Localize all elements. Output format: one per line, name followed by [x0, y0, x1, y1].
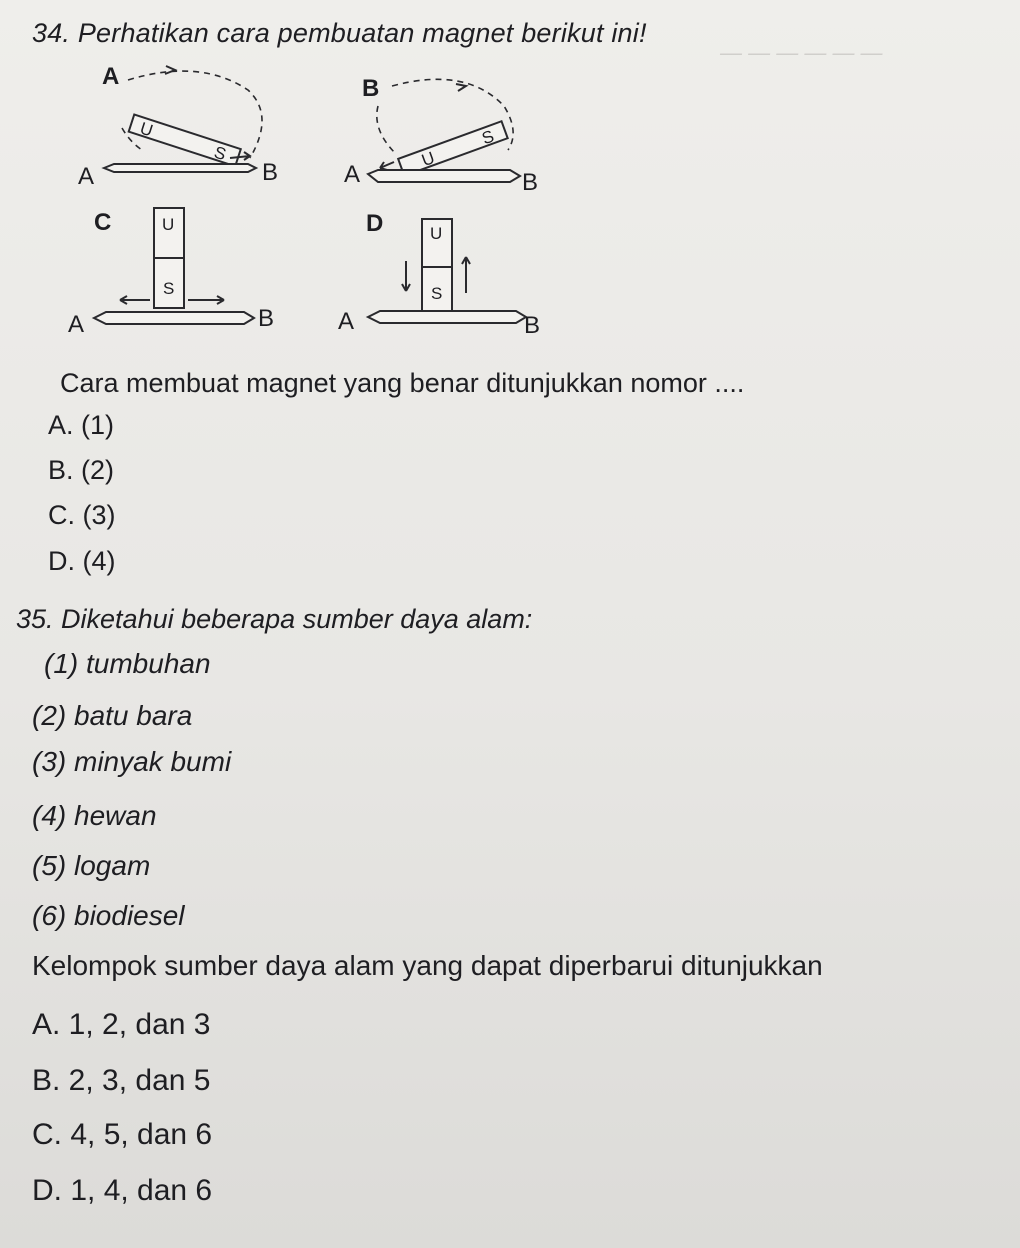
question-34-title: 34. Perhatikan cara pembuatan magnet berikut ini! [32, 18, 647, 48]
figure-b-north: U [419, 148, 438, 171]
figure-c-left-end: A [68, 311, 85, 338]
figure-a-arrow [165, 66, 175, 74]
figure-d-arrow-down [402, 261, 410, 291]
figure-d-north: U [430, 224, 443, 243]
figure-b-letter: B [362, 75, 380, 102]
bleed-through: — — — — — — [720, 40, 883, 65]
figure-b-right-end: B [522, 169, 539, 196]
figure-c [64, 200, 294, 340]
figure-c-right-end: B [258, 305, 275, 332]
figure-a-letter: A [102, 63, 120, 90]
q35-item-4: (4) hewan [32, 800, 157, 831]
q35-item-2: (2) batu bara [32, 700, 193, 731]
q35-option-d[interactable]: D. 1, 4, dan 6 [32, 1174, 213, 1207]
figure-d-letter: D [366, 210, 384, 237]
figure-d-left-end: A [338, 308, 355, 335]
figure-b-arrow [456, 84, 466, 91]
figure-c-south: S [163, 279, 175, 298]
figure-b [336, 70, 566, 200]
q34-option-c[interactable]: C. (3) [48, 500, 116, 530]
q34-option-d[interactable]: D. (4) [48, 546, 116, 576]
figure-b-bar [368, 170, 520, 182]
figure-a-bar [104, 164, 256, 172]
question-35-title: 35. Diketahui beberapa sumber daya alam: [16, 604, 533, 634]
q35-item-3: (3) minyak bumi [32, 746, 232, 777]
figure-a-right-end: B [262, 159, 279, 186]
q35-item-5: (5) logam [32, 850, 151, 881]
figure-a-south: S [211, 142, 229, 165]
q34-option-b[interactable]: B. (2) [48, 455, 115, 485]
figure-d [336, 205, 566, 340]
figure-d-bar [368, 311, 526, 323]
figure-a-left-end: A [78, 163, 95, 190]
figure-d-arrow-up [462, 257, 470, 293]
figure-a [70, 60, 300, 200]
q35-option-b[interactable]: B. 2, 3, dan 5 [32, 1064, 211, 1097]
figure-b-south: S [479, 126, 497, 149]
figure-c-north: U [162, 215, 175, 234]
figure-d-south: S [431, 284, 443, 303]
q35-option-a[interactable]: A. 1, 2, dan 3 [32, 1008, 211, 1041]
figure-b-path-left [377, 106, 396, 154]
figure-c-arrow-right [188, 296, 224, 304]
q35-option-c[interactable]: C. 4, 5, dan 6 [32, 1118, 213, 1151]
figure-c-bar [94, 312, 254, 324]
q35-item-6: (6) biodiesel [32, 900, 185, 931]
figure-a-magnet [128, 115, 241, 169]
q34-option-a[interactable]: A. (1) [48, 410, 115, 440]
question-35-prompt: Kelompok sumber daya alam yang dapat diperbarui ditunjukkan [32, 950, 823, 981]
q35-item-1: (1) tumbuhan [44, 648, 211, 679]
figure-c-letter: C [94, 209, 112, 236]
figure-b-left-end: A [344, 161, 361, 188]
figure-a-north: U [137, 118, 156, 141]
figure-b-arrow-left [380, 162, 394, 170]
figure-d-right-end: B [524, 312, 541, 339]
figure-c-arrow-left [120, 296, 150, 304]
question-34-prompt: Cara membuat magnet yang benar ditunjukkan nomor .... [60, 368, 745, 398]
